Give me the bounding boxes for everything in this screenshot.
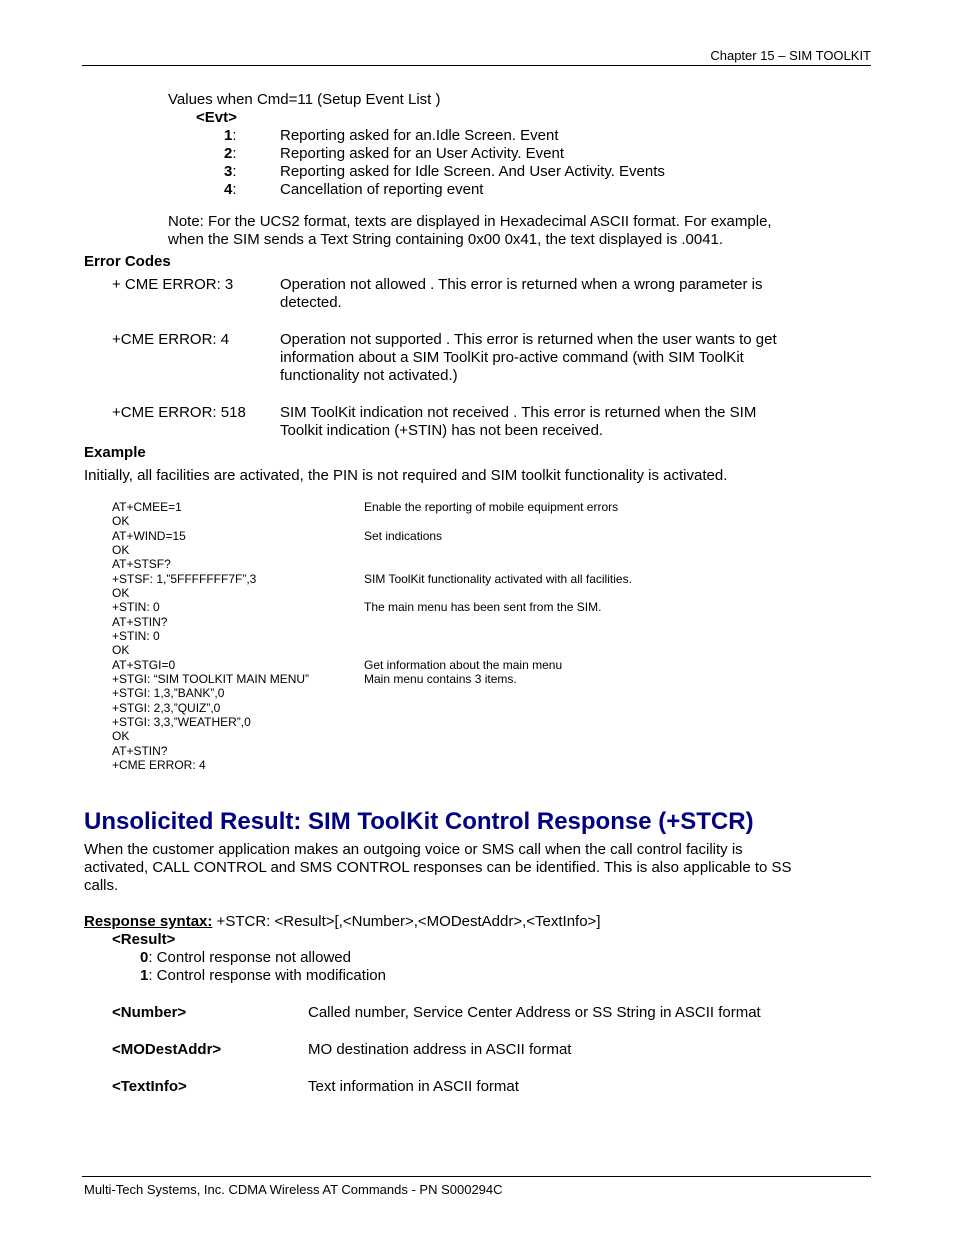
example-intro: Initially, all facilities are activated, the PIN is not required and SIM toolkit functionality is activated.: [84, 467, 728, 484]
example-comment: Main menu contains 3 items.: [364, 672, 517, 686]
error-desc-line: information about a SIM ToolKit pro-active command (with SIM ToolKit: [280, 349, 744, 366]
evt-item: 3:: [224, 163, 237, 180]
header-rule: [82, 65, 871, 66]
example-comment: The main menu has been sent from the SIM.: [364, 600, 602, 614]
evt-item-text: Reporting asked for Idle Screen. And User Activity. Events: [280, 163, 665, 180]
ucs2-note-line: when the SIM sends a Text String containing 0x00 0x41, the text displayed is .0041.: [168, 231, 724, 248]
example-cmd: AT+STIN?: [112, 744, 168, 758]
page-footer: Multi-Tech Systems, Inc. CDMA Wireless AT Commands - PN S000294C: [84, 1182, 503, 1197]
evt-item-text: Reporting asked for an.Idle Screen. Event: [280, 127, 559, 144]
example-cmd: +STGI: 3,3,”WEATHER”,0: [112, 715, 251, 729]
stcr-paragraph-line: activated, CALL CONTROL and SMS CONTROL responses can be identified. This is also applicable to SS: [84, 859, 792, 876]
error-desc-line: Operation not supported . This error is returned when the user wants to get: [280, 331, 777, 348]
example-comment: Enable the reporting of mobile equipment errors: [364, 500, 619, 514]
example-heading: Example: [84, 444, 146, 461]
footer-rule: [82, 1176, 871, 1177]
result-item: 0: Control response not allowed: [140, 949, 351, 966]
example-comment: SIM ToolKit functionality activated with all facilities.: [364, 572, 632, 586]
evt-item-text: Reporting asked for an User Activity. Event: [280, 145, 565, 162]
param-name: <TextInfo>: [112, 1078, 187, 1095]
example-cmd: OK: [112, 514, 130, 528]
example-cmd: +STGI: 1,3,”BANK”,0: [112, 686, 225, 700]
error-code: + CME ERROR: 3: [112, 276, 234, 293]
example-cmd: AT+WIND=15: [112, 529, 186, 543]
error-codes-heading: Error Codes: [84, 253, 171, 270]
error-code: +CME ERROR: 518: [112, 404, 246, 421]
response-syntax-value: +STCR: <Result>[,<Number>,<MODestAddr>,<TextInfo>]: [212, 913, 601, 930]
stcr-paragraph-line: calls.: [84, 877, 119, 894]
param-desc: MO destination address in ASCII format: [308, 1041, 572, 1058]
param-desc: Called number, Service Center Address or SS String in ASCII format: [308, 1004, 761, 1021]
error-code: +CME ERROR: 4: [112, 331, 230, 348]
evt-item: 1:: [224, 127, 237, 144]
example-cmd: OK: [112, 543, 130, 557]
evt-label: <Evt>: [196, 109, 237, 126]
error-desc-line: Operation not allowed . This error is returned when a wrong parameter is: [280, 276, 763, 293]
response-syntax: [84, 913, 601, 930]
example-comment: Set indications: [364, 529, 443, 543]
param-name: <MODestAddr>: [112, 1041, 222, 1058]
example-cmd: +STIN: 0: [112, 629, 160, 643]
example-cmd: OK: [112, 586, 130, 600]
evt-item: 2:: [224, 145, 237, 162]
example-cmd: AT+STGI=0: [112, 658, 176, 672]
example-cmd: AT+STIN?: [112, 615, 168, 629]
error-desc-line: Toolkit indication (+STIN) has not been received.: [280, 422, 604, 439]
result-label: <Result>: [112, 931, 176, 948]
example-cmd: +CME ERROR: 4: [112, 758, 206, 772]
page-header-chapter: Chapter 15 – SIM TOOLKIT: [710, 48, 871, 63]
example-cmd: OK: [112, 729, 130, 743]
example-comment: Get information about the main menu: [364, 658, 563, 672]
example-cmd: +STIN: 0: [112, 600, 160, 614]
example-cmd: OK: [112, 643, 130, 657]
example-cmd: +STGI: 2,3,”QUIZ”,0: [112, 701, 221, 715]
example-cmd: AT+CMEE=1: [112, 500, 182, 514]
result-item: 1: Control response with modification: [140, 967, 386, 984]
error-desc-line: SIM ToolKit indication not received . This error is returned when the SIM: [280, 404, 757, 421]
evt-item: 4:: [224, 181, 237, 198]
stcr-paragraph-line: When the customer application makes an outgoing voice or SMS call when the call control facility is: [84, 841, 743, 858]
example-cmd: AT+STSF?: [112, 557, 171, 571]
error-desc-line: functionality not activated.): [280, 367, 458, 384]
param-name: <Number>: [112, 1004, 187, 1021]
error-desc-line: detected.: [280, 294, 342, 311]
response-syntax-label: Response syntax:: [84, 913, 213, 930]
evt-item-text: Cancellation of reporting event: [280, 181, 484, 198]
section-heading-stcr: Unsolicited Result: SIM ToolKit Control Response (+STCR): [84, 808, 754, 835]
ucs2-note-line: Note: For the UCS2 format, texts are displayed in Hexadecimal ASCII format. For example,: [168, 213, 772, 230]
evt-intro: Values when Cmd=11 (Setup Event List ): [168, 91, 441, 108]
example-cmd: +STGI: “SIM TOOLKIT MAIN MENU”: [112, 672, 310, 686]
param-desc: Text information in ASCII format: [308, 1078, 519, 1095]
example-cmd: +STSF: 1,”5FFFFFFF7F”,3: [112, 572, 257, 586]
